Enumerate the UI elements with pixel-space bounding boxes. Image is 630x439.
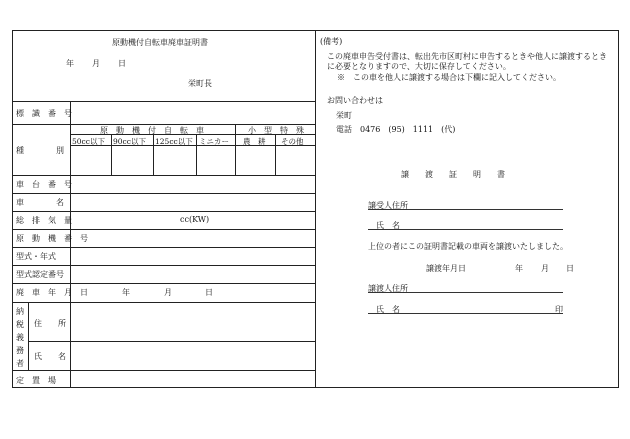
type-group-moped: 原 動 機 付 自 転 車: [100, 126, 204, 135]
inquiry-phone: 電話 0476 (95) 1111 (代): [336, 125, 456, 134]
note-line-1: この廃車申告受付書は、転出先市区町村に申告するときや他人に譲渡するとき: [327, 52, 607, 61]
transfer-statement: 上位の者にこの証明書記載の車両を譲渡いたしました。: [368, 242, 568, 251]
label-model-cert-number: 型式認定番号: [16, 270, 64, 279]
scrap-month: 月: [164, 288, 172, 297]
displacement-unit: cc(KW): [180, 215, 210, 224]
transfer-month: 月: [541, 264, 549, 273]
scrap-day: 日: [205, 288, 213, 297]
transfer-title: 譲 渡 証 明 書: [401, 170, 505, 179]
note-line-3: ※ この車を他人に譲渡する場合は下欄に記入してください。: [337, 73, 561, 82]
type-col-other: その他: [281, 137, 304, 146]
transferee-name-label: 氏 名: [376, 221, 400, 230]
label-scrap-date: 廃 車 年 月 日: [16, 288, 88, 297]
mayor-title: 栄町長: [188, 79, 212, 88]
transferor-name-label: 氏 名: [376, 305, 400, 314]
transfer-year: 年: [515, 264, 523, 273]
note-line-2: に必要となりますので、大切に保存してください。: [327, 62, 511, 71]
label-storage-place: 定 置 場: [16, 376, 56, 385]
label-chassis-number: 車 台 番 号: [16, 180, 72, 189]
label-engine-number: 原 動 機 番 号: [16, 234, 88, 243]
label-model-year: 型式・年式: [16, 252, 56, 261]
date-day: 日: [118, 59, 126, 68]
label-address: 住 所: [34, 319, 66, 328]
label-taxpayer: 納税義務者: [16, 307, 24, 368]
label-displacement: 総 排 気 量: [16, 216, 72, 225]
transferee-address-label: 譲受人住所: [368, 201, 408, 210]
type-col-50cc: 50cc以下: [72, 137, 105, 146]
transfer-day: 日: [566, 264, 574, 273]
certificate-title: 原動機付自転車廃車証明書: [112, 38, 208, 47]
type-group-small-special: 小 型 特 殊: [248, 126, 304, 135]
notes-heading: (備考): [320, 37, 343, 46]
inquiry-town: 栄町: [336, 111, 352, 120]
date-month: 月: [92, 59, 100, 68]
type-col-90cc: 90cc以下: [113, 137, 146, 146]
type-col-agricultural: 農 耕: [243, 137, 266, 146]
date-year: 年: [66, 59, 74, 68]
scrap-year: 年: [122, 288, 130, 297]
label-vehicle-name: 車 名: [16, 198, 64, 207]
type-col-125cc: 125cc以下: [155, 137, 193, 146]
type-col-minicar: ミニカー: [199, 137, 229, 146]
label-plate-number: 標 識 番 号: [16, 109, 72, 118]
label-type: 種 別: [16, 146, 64, 155]
transferor-address-label: 譲渡人住所: [368, 284, 408, 293]
label-name: 氏 名: [34, 352, 66, 361]
center-divider: [315, 30, 316, 388]
transfer-date-label: 譲渡年月日: [426, 264, 466, 273]
seal-mark: 印: [555, 305, 563, 314]
inquiry-label: お問い合わせは: [327, 96, 383, 105]
